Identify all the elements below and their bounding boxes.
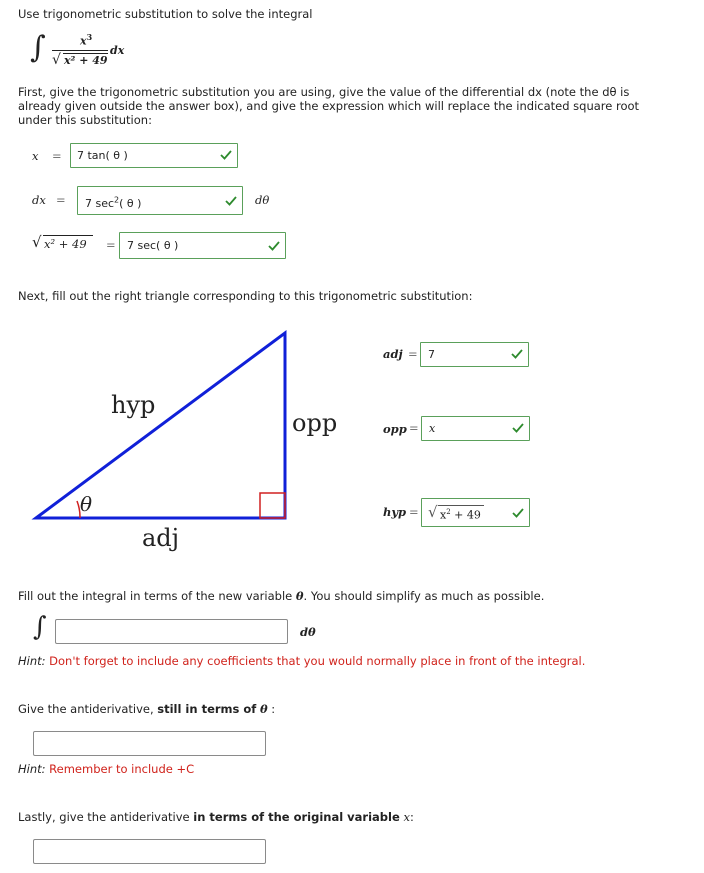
- original-integral: [30, 32, 140, 74]
- triangle-hyp-label: hyp: [111, 391, 156, 419]
- integral-sign: ∫: [30, 30, 46, 65]
- theta-integral-hint: Hint: Don't forget to include any coefficients that you would normally place in front of the integral.: [18, 654, 586, 668]
- theta-integral-prompt: Fill out the integral in terms of the new variable θ. You should simplify as much as possible.: [18, 589, 545, 603]
- check-icon: [511, 348, 523, 360]
- theta-integral-dtheta: dθ: [300, 625, 316, 639]
- sqrt-vinculum: [43, 235, 93, 236]
- instructions-line-2: already given outside the answer box), and give the expression which will replace the indicated square root: [18, 99, 640, 113]
- triangle-adj-label: adj: [142, 524, 180, 552]
- hyp-equals: =: [409, 505, 419, 519]
- triangle-prompt: Next, fill out the right triangle corresponding to this trigonometric substitution:: [18, 289, 473, 303]
- opp-value: x: [429, 422, 436, 435]
- integral-sign: ∫: [33, 612, 47, 642]
- dx-label: dx: [32, 193, 46, 207]
- antiderivative-theta-input[interactable]: [33, 731, 266, 756]
- check-icon: [220, 149, 232, 161]
- x-label: x: [32, 149, 39, 163]
- antiderivative-theta-prompt: Give the antiderivative, still in terms of θ :: [18, 702, 276, 716]
- dx-value: 7 $\sec^2$( θ ): [85, 195, 142, 210]
- adj-input[interactable]: [420, 342, 529, 367]
- sqrt-symbol: √: [52, 52, 61, 68]
- instructions-line-3: under this substitution:: [18, 113, 152, 127]
- theta-integrand-input[interactable]: [55, 619, 288, 644]
- sqrt-equals: =: [106, 238, 116, 252]
- antiderivative-theta-hint: Hint: Remember to include +C: [18, 762, 195, 776]
- hyp-side-label: hyp: [383, 505, 407, 519]
- intro-text: Use trigonometric substitution to solve the integral: [18, 7, 313, 21]
- sqrt-expression: [32, 233, 112, 253]
- dtheta-label: dθ: [255, 193, 270, 207]
- adj-side-label: adj: [383, 347, 403, 361]
- dx-input[interactable]: [77, 186, 243, 215]
- sqrt-replacement-input[interactable]: [119, 232, 286, 259]
- sqrt-radicand: x² + 49: [44, 237, 87, 251]
- triangle-opp-label: opp: [292, 409, 338, 437]
- check-icon: [512, 507, 524, 519]
- fraction-bar: [52, 50, 108, 51]
- triangle-theta-label: θ: [80, 492, 93, 516]
- check-icon: [512, 422, 524, 434]
- dx-equals: =: [56, 193, 66, 207]
- sqrt-replacement-value: 7 sec( θ ): [127, 239, 179, 252]
- antiderivative-x-input[interactable]: [33, 839, 266, 864]
- integral-dx: dx: [110, 44, 125, 57]
- opp-side-label: opp: [383, 422, 407, 436]
- sqrt-vinculum: [438, 505, 484, 506]
- check-icon: [268, 240, 280, 252]
- x-equals: =: [52, 149, 62, 163]
- hyp-input[interactable]: [421, 498, 530, 527]
- hyp-value: $x^2 + 49$: [440, 508, 481, 522]
- triangle-sides: [36, 333, 285, 518]
- x-substitution-input[interactable]: [70, 143, 238, 168]
- check-icon: [225, 195, 237, 207]
- integral-numerator: $x^3$: [80, 32, 93, 48]
- adj-value: 7: [428, 348, 435, 361]
- opp-input[interactable]: [421, 416, 530, 441]
- right-triangle: [30, 325, 350, 560]
- integral-radicand: x² + 49: [64, 54, 108, 67]
- x-substitution-value: 7 tan( θ ): [77, 149, 128, 162]
- opp-equals: =: [409, 421, 419, 435]
- right-angle-marker: [260, 493, 285, 518]
- antiderivative-x-prompt: Lastly, give the antiderivative in terms of the original variable x:: [18, 810, 414, 824]
- instructions-line-1: First, give the trigonometric substitution you are using, give the value of the differential dx (note the dθ is: [18, 85, 630, 99]
- sqrt-symbol: √: [32, 233, 42, 251]
- sqrt-symbol: √: [428, 503, 438, 521]
- adj-equals: =: [408, 347, 418, 361]
